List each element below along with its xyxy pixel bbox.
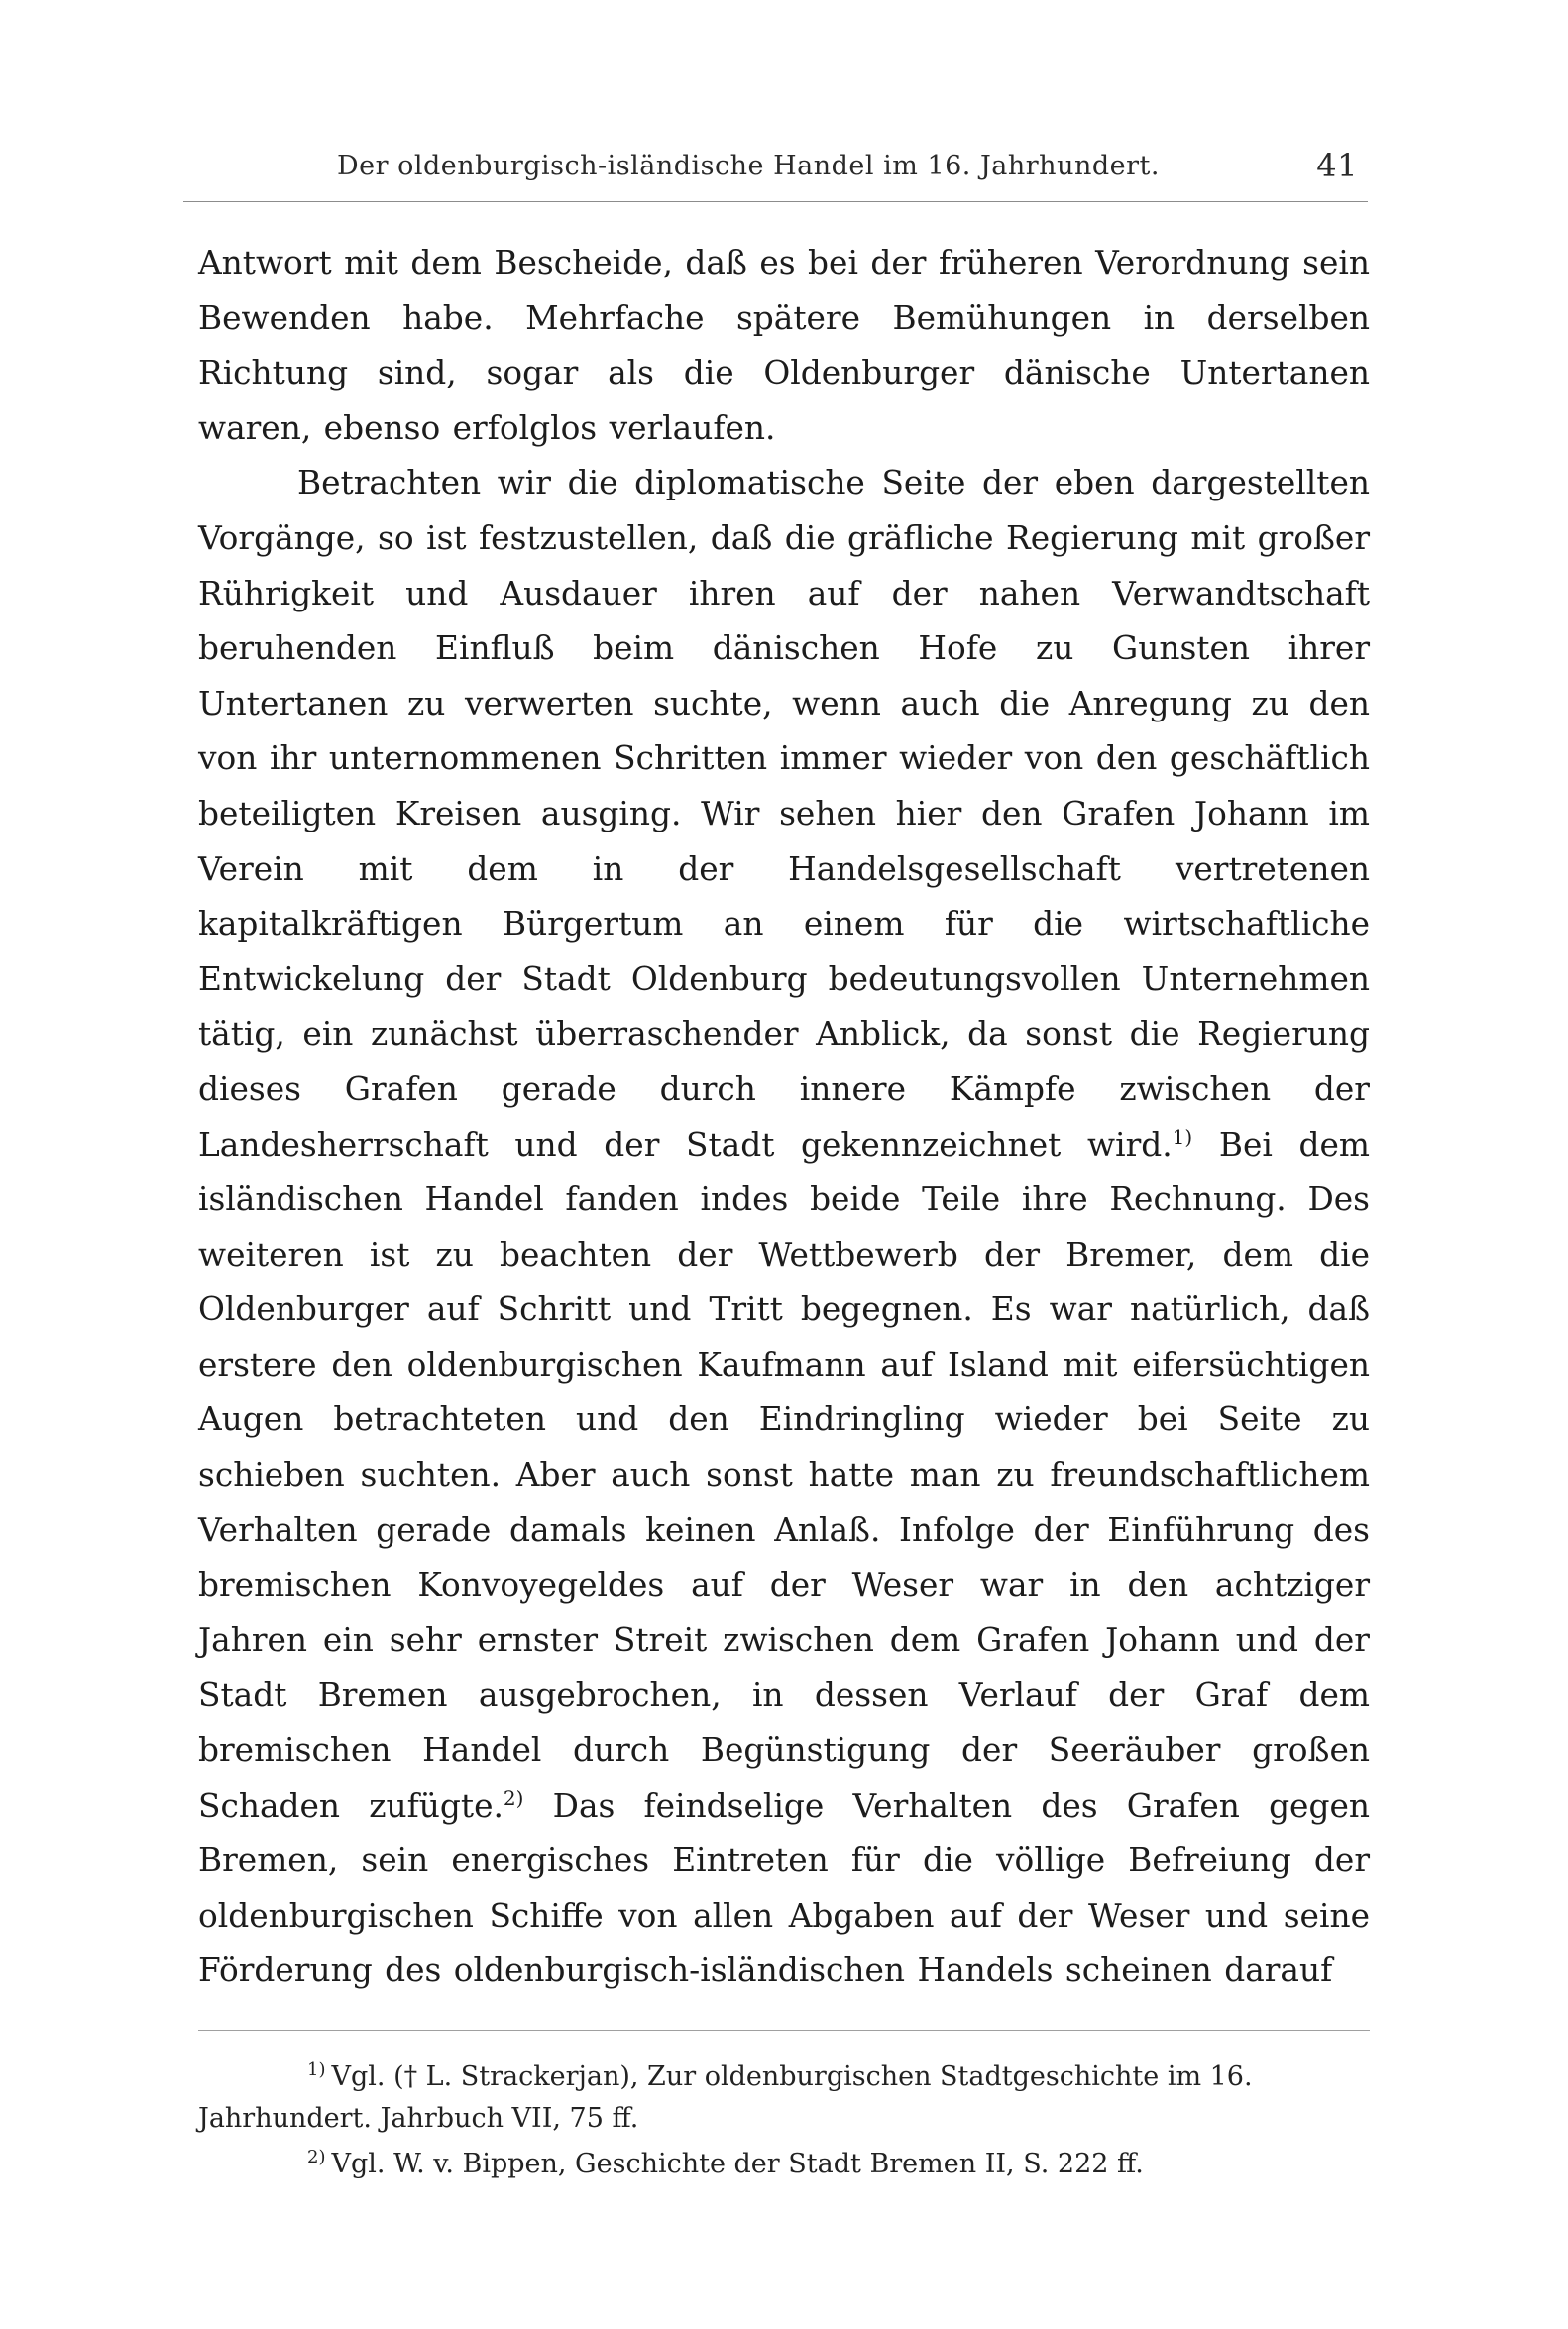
header-rule bbox=[183, 201, 1368, 202]
paragraph-2-part-c: Das feindselige Verhalten des Grafen gegen Bremen, sein energisches Eintreten für die völlige Befreiung der oldenburgischen Schiffe von allen Abgaben auf der Weser und seine Förderung des oldenburgisch-isländischen Handels scheinen darauf bbox=[198, 1786, 1370, 1990]
main-text bbox=[198, 236, 1370, 1999]
paragraph-2-part-a: Betrachten wir die diplomatische Seite der eben dargestellten Vorgänge, so ist festzustellen, daß die gräfliche Regierung mit großer Rührigkeit und Ausdauer ihren auf der nahen Verwandtschaft beruhenden Einfluß beim dänischen Hofe zu Gunsten ihrer Untertanen zu verwerten suchte, wenn auch die Anregung zu den von ihr unternommenen Schritten immer wieder von den geschäftlich beteiligten Kreisen ausging. Wir sehen hier den Grafen Johann im Verein mit dem in der Handelsgesellschaft vertretenen kapitalkräftigen Bürgertum an einem für die wirtschaftliche Entwickelung der Stadt Oldenburg bedeutungsvollen Unternehmen tätig, ein zunächst überraschender Anblick, da sonst die Regierung dieses Grafen gerade durch innere Kämpfe zwischen der Landesherrschaft und der Stadt gekennzeichnet wird. bbox=[198, 464, 1370, 1164]
page-number: 41 bbox=[1316, 147, 1358, 184]
paragraph-2-part-b: Bei dem isländischen Handel fanden indes beide Teile ihre Rechnung. Des weiteren ist zu beachten der Wettbewerb der Bremer, dem die Oldenburger auf Schritt und Tritt begegnen. Es war natürlich, daß erstere den oldenburgischen Kaufmann auf Island mit eifersüchtigen Augen betrachteten und den Eindringling wieder bei Seite zu schieben suchten. Aber auch sonst hatte man zu freundschaftlichem Verhalten gerade damals keinen Anlaß. Infolge der Einführung des bremischen Konvoyegeldes auf der Weser war in den achtziger Jahren ein sehr ernster Streit zwischen dem Grafen Johann und der Stadt Bremen ausgebrochen, in dessen Verlauf der Graf dem bremischen Handel durch Begünstigung der Seeräuber großen Schaden zufügte. bbox=[198, 1125, 1370, 1825]
paragraph-1: Antwort mit dem Bescheide, daß es bei der früheren Verordnung sein Bewenden habe. Mehrfache spätere Bemühungen in derselben Richtung sind, sogar als die Oldenburger dänische Untertanen waren, ebenso erfolglos verlaufen. bbox=[198, 244, 1370, 447]
paragraph-2 bbox=[198, 456, 1370, 1999]
footnote-reference-2[interactable]: 2) bbox=[503, 1785, 524, 1810]
footnote-1-text: Vgl. († L. Strackerjan), Zur oldenburgischen Stadtgeschichte im 16. Jahrhundert. Jahrbuch VII, 75 ff. bbox=[198, 2061, 1253, 2134]
footnote-rule bbox=[198, 2030, 1370, 2031]
running-title: Der oldenburgisch-isländische Handel im 16. Jahrhundert. bbox=[337, 151, 1160, 181]
running-head bbox=[297, 147, 1358, 190]
footnote-reference-1[interactable]: 1) bbox=[1172, 1124, 1193, 1149]
footnote-1-mark: 1) bbox=[307, 2059, 326, 2080]
footnote-2-text: Vgl. W. v. Bippen, Geschichte der Stadt Bremen II, S. 222 ff. bbox=[331, 2149, 1144, 2179]
footnotes bbox=[198, 2056, 1370, 2189]
footnote-1 bbox=[198, 2056, 1370, 2140]
footnote-2-mark: 2) bbox=[307, 2147, 326, 2167]
footnote-2 bbox=[198, 2144, 1370, 2185]
